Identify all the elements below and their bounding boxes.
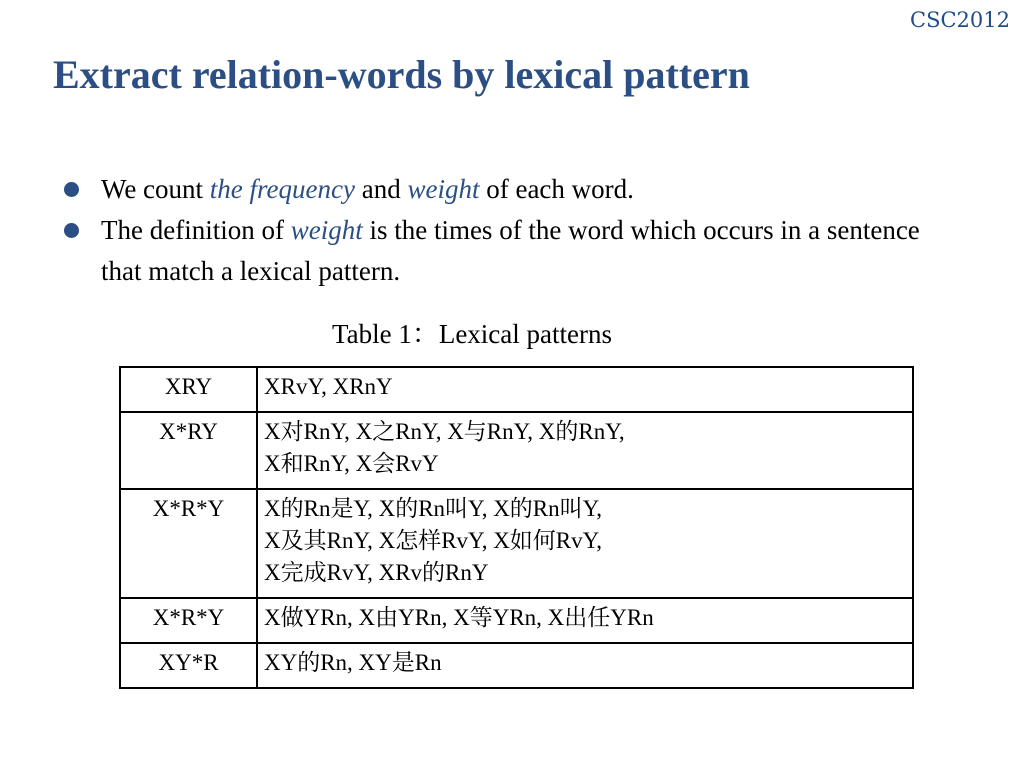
bullet-list [64, 169, 964, 292]
bullet-text: is the times of the word which occurs in a sentence that match a lexical pattern. [101, 215, 920, 286]
bullet-item [64, 169, 964, 210]
table-row [120, 412, 913, 489]
slide-title: Extract relation-words by lexical pattern [53, 52, 750, 97]
bullet-text: of each word. [479, 174, 634, 204]
example-line: X的Rn是Y, X的Rn叫Y, X的Rn叫Y, [264, 496, 603, 521]
bullet-text: The definition of [101, 215, 291, 245]
example-line: XY的Rn, XY是Rn [264, 650, 442, 675]
pattern-cell: X*RY [120, 412, 257, 489]
emphasis-text: the frequency [209, 174, 355, 204]
example-line: X完成RvY, XRv的RnY [264, 560, 489, 585]
example-line: X及其RnY, X怎样RvY, X如何RvY, [264, 528, 603, 553]
bullet-dot-icon [64, 182, 79, 197]
pattern-cell: XY*R [120, 643, 257, 688]
conference-tag: CSC2012 [910, 8, 1010, 32]
table-row [120, 367, 913, 412]
example-line: X做YRn, X由YRn, X等YRn, X出任YRn [264, 605, 654, 630]
examples-cell [257, 598, 913, 643]
example-line: X对RnY, X之RnY, X与RnY, X的RnY, [264, 419, 625, 444]
example-line: XRvY, XRnY [264, 374, 393, 399]
examples-cell [257, 643, 913, 688]
example-line: X和RnY, X会RvY [264, 451, 439, 476]
table-row [120, 643, 913, 688]
pattern-cell: X*R*Y [120, 598, 257, 643]
table-row [120, 489, 913, 598]
bullet-item [64, 210, 964, 292]
pattern-cell: X*R*Y [120, 489, 257, 598]
table-caption: Table 1：Lexical patterns [332, 319, 612, 349]
emphasis-text: weight [407, 174, 480, 204]
pattern-cell: XRY [120, 367, 257, 412]
lexical-patterns-table [119, 366, 914, 689]
bullet-dot-icon [64, 223, 79, 238]
examples-cell [257, 367, 913, 412]
bullet-text: We count [101, 174, 210, 204]
examples-cell [257, 412, 913, 489]
examples-cell [257, 489, 913, 598]
table-row [120, 598, 913, 643]
emphasis-text: weight [290, 215, 363, 245]
table-body [120, 367, 913, 688]
bullet-text: and [354, 174, 408, 204]
